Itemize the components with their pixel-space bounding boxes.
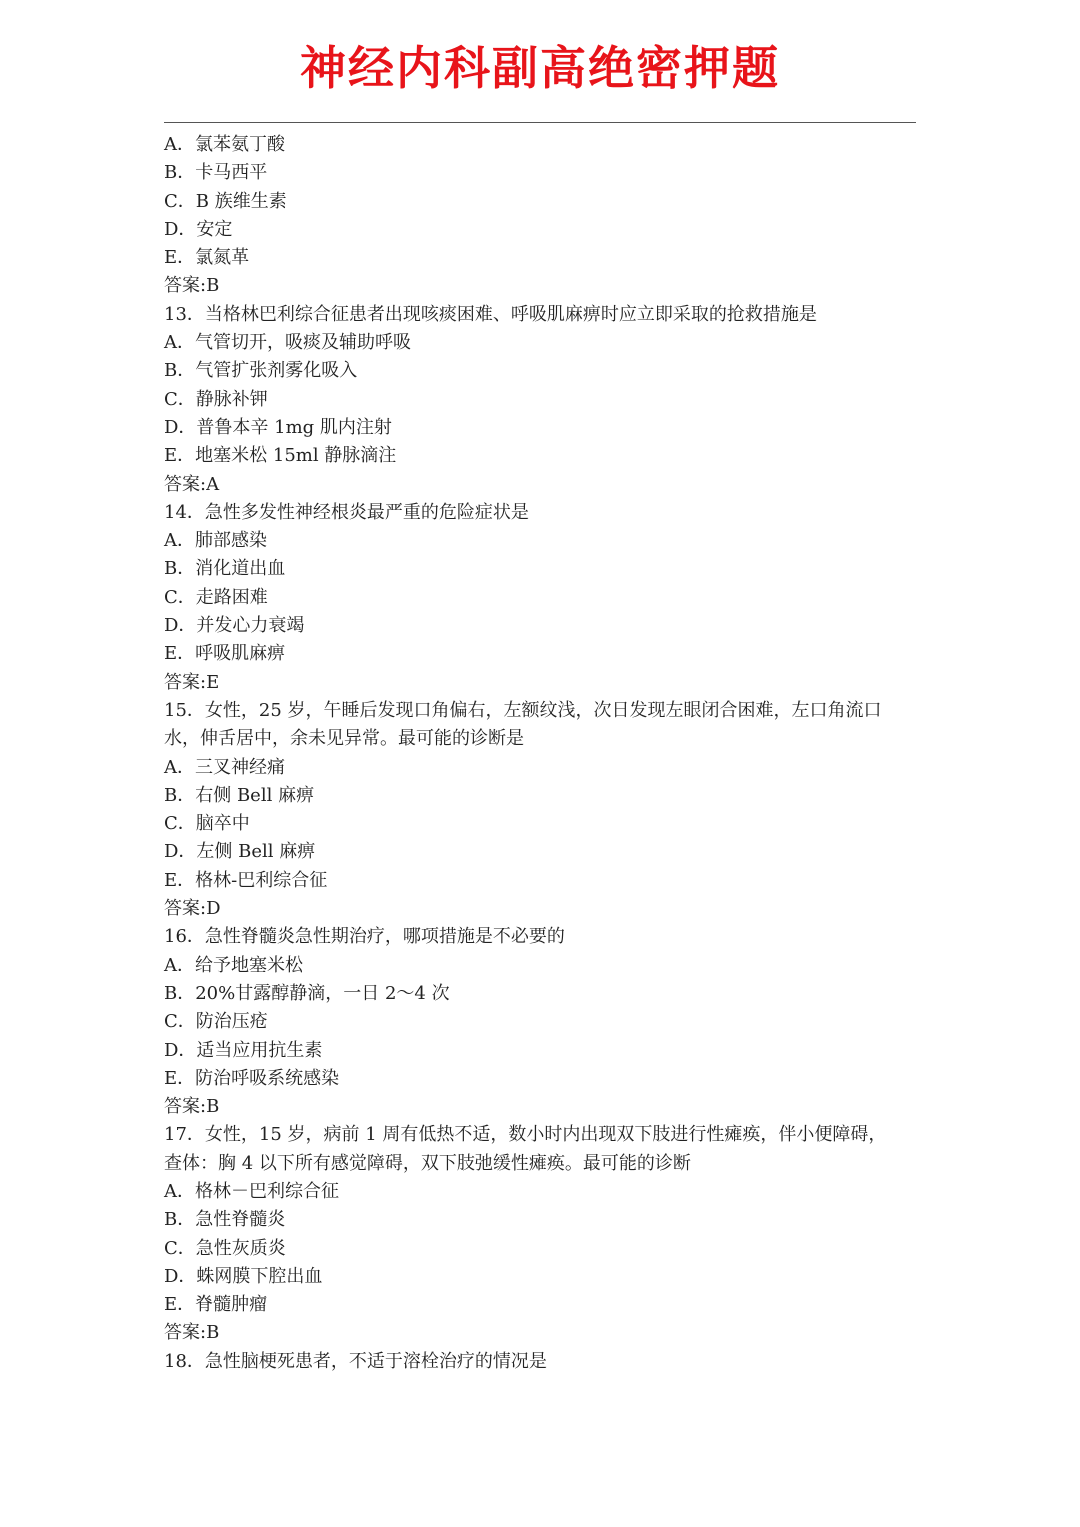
answer-line: 答案:A	[164, 473, 220, 495]
option-line: C．急性灰质炎	[164, 1237, 286, 1259]
option-line: B．气管扩张剂雾化吸入	[164, 360, 358, 382]
question-line: 13．当格林巴利综合征患者出现咳痰困难、呼吸肌麻痹时应立即采取的抢救措施是	[164, 303, 817, 325]
option-line: A．格林－巴利综合征	[164, 1180, 339, 1202]
option-line: A．三叉神经痛	[164, 756, 285, 778]
answer-line: 答案:B	[164, 1096, 220, 1118]
header-divider	[164, 122, 916, 123]
option-line: D．蛛网膜下腔出血	[164, 1265, 323, 1287]
option-line: B．卡马西平	[164, 162, 268, 184]
option-line: C．走路困难	[164, 586, 268, 608]
option-line: D．适当应用抗生素	[164, 1039, 323, 1061]
option-line: A．气管切开，吸痰及辅助呼吸	[164, 332, 411, 354]
question-line-continued: 查体：胸 4 以下所有感觉障碍，双下肢弛缓性瘫痪。最可能的诊断	[164, 1152, 691, 1174]
page-title: 神经内科副高绝密押题	[300, 41, 780, 95]
answer-line: 答案:D	[164, 898, 221, 920]
option-line: D．左侧 Bell 麻痹	[164, 841, 316, 863]
answer-line: 答案:B	[164, 1322, 220, 1344]
option-line: B．右侧 Bell 麻痹	[164, 784, 315, 806]
question-line-continued: 水，伸舌居中，余未见异常。最可能的诊断是	[164, 728, 524, 750]
option-line: C．防治压疮	[164, 1011, 268, 1033]
option-line: C．B 族维生素	[164, 190, 287, 212]
option-line: B．急性脊髓炎	[164, 1209, 286, 1231]
option-line: D．安定	[164, 218, 233, 240]
question-line: 18．急性脑梗死患者，不适于溶栓治疗的情况是	[164, 1350, 547, 1372]
option-line: B．消化道出血	[164, 558, 286, 580]
option-line: E．地塞米松 15ml 静脉滴注	[164, 445, 397, 467]
option-line: E．呼吸肌麻痹	[164, 643, 286, 665]
question-line: 14．急性多发性神经根炎最严重的危险症状是	[164, 501, 529, 523]
option-line: D．并发心力衰竭	[164, 615, 305, 637]
option-line: A．氯苯氨丁酸	[164, 134, 285, 155]
question-line: 15．女性，25 岁，午睡后发现口角偏右，左额纹浅，次日发现左眼闭合困难，左口角流口	[164, 699, 882, 721]
option-line: C．脑卒中	[164, 813, 250, 835]
option-line: A．肺部感染	[164, 530, 267, 552]
question-line: 16．急性脊髓炎急性期治疗，哪项措施是不必要的	[164, 926, 565, 948]
option-line: A．给予地塞米松	[164, 954, 303, 976]
question-content	[164, 131, 920, 1376]
answer-line: 答案:E	[164, 671, 220, 693]
answer-line: 答案:B	[164, 275, 220, 297]
question-line: 17．女性，15 岁，病前 1 周有低热不适，数小时内出现双下肢进行性瘫痪，伴小便障碍，	[164, 1124, 887, 1146]
option-line: E．格林-巴利综合征	[164, 869, 328, 891]
option-line: B．20%甘露醇静滴，一日 2～4 次	[164, 982, 450, 1004]
option-line: D．普鲁本辛 1mg 肌内注射	[164, 416, 392, 438]
option-line: E．脊髓肿瘤	[164, 1294, 268, 1316]
option-line: E．氯氮革	[164, 247, 250, 269]
option-line: C．静脉补钾	[164, 388, 268, 410]
option-line: E．防治呼吸系统感染	[164, 1067, 340, 1089]
